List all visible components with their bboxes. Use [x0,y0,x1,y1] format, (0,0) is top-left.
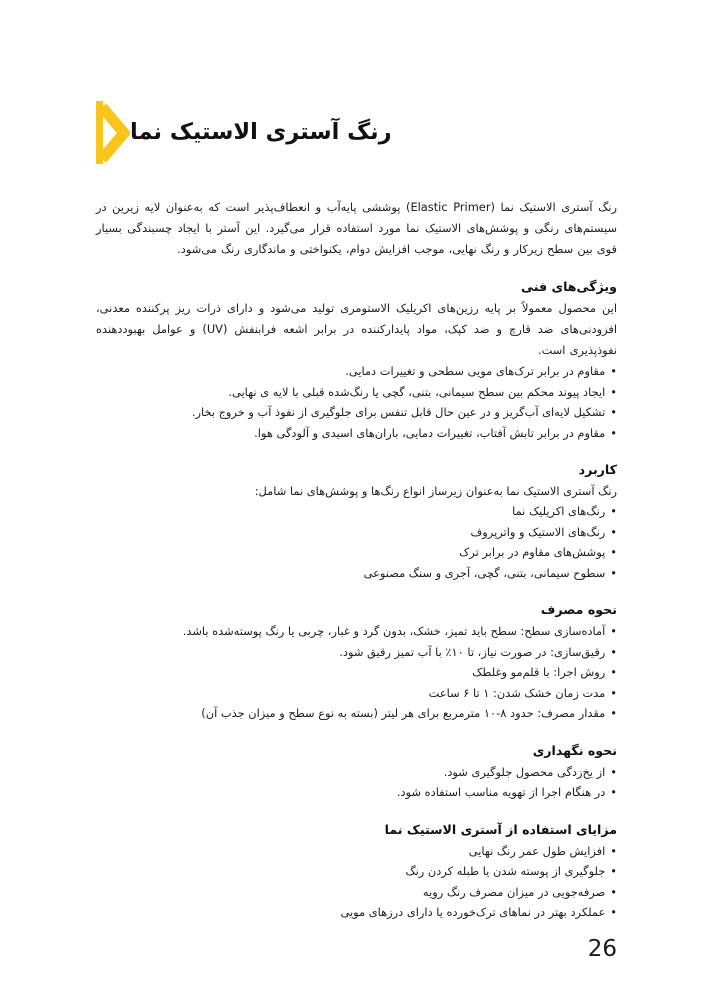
bullet-marker: • [610,843,617,858]
chevron-right-icon [96,103,130,163]
bullet-marker: • [610,364,617,378]
bullet-marker: • [610,864,617,878]
bullet-marker: • [610,384,617,399]
list-item-text: مقدار مصرف: حدود ۸-۱۰ مترمربع برای هر لیتر (بسته به نوع سطح و میزان جذب آن) [201,706,606,720]
list-item-text: تشکیل لایه‌ای آب‌گریز و در عین حال قابل تنفس برای جلوگیری از نفوذ آب و خروج بخار. [191,405,606,419]
list-item [96,882,617,903]
bullet-marker: • [610,665,617,679]
list-item-text: رقیق‌سازی: در صورت نیاز، تا ۱۰٪ با آب تمیز رقیق شود. [339,644,606,659]
list-item [96,662,617,683]
section-heading: ویژگی‌های فنی [521,279,617,294]
list-item-text: رنگ‌های اکریلیک نما [512,504,606,518]
section-bullet-list [96,841,617,923]
section-usage [96,600,617,724]
list-item-text: مقاوم در برابر ترک‌های مویی سطحی و تغییرات دمایی. [345,364,606,378]
page-title: رنگ آستری الاستیک نما [130,119,392,146]
list-item-text: ایجاد پیوند محکم بین سطح سیمانی، بتنی، گچی یا رنگ‌شده قبلی با لایه ی نهایی. [228,384,606,399]
list-item-text: مدت زمان خشک شدن: ۱ تا ۶ ساعت [428,685,606,700]
page-number: 26 [587,936,617,962]
section-heading: نحوه نگهداری [532,742,617,758]
list-item-text: سطوح سیمانی، بتنی، گچی، آجری و سنگ مصنوعی [363,565,606,580]
list-item-text: در هنگام اجرا از تهویه مناسب استفاده شود. [396,785,606,799]
list-item [96,542,617,563]
bullet-marker: • [610,504,617,518]
list-item-text: پوشش‌های مقاوم در برابر ترک [459,545,606,559]
list-item [96,683,617,704]
section-heading: نحوه مصرف [540,602,617,617]
bullet-marker: • [610,905,617,919]
list-item-text: عملکرد بهتر در نماهای ترک‌خورده یا دارای درزهای مویی [340,905,606,919]
bullet-marker: • [610,405,617,419]
section-storage [96,741,617,803]
section-lead: رنگ آستری الاستیک نما به‌عنوان زیرساز انواع رنگ‌ها و پوشش‌های نما شامل: [254,484,617,498]
list-item [96,501,617,522]
section-technical-features [96,277,617,443]
list-item-text: صرفه‌جویی در میزان مصرف رنگ رویه [422,884,606,899]
list-item-text: آماده‌سازی سطح: سطح باید تمیز، خشک، بدون گرد و غبار، چربی یا رنگ پوسته‌شده باشد. [182,624,606,638]
bullet-marker: • [610,884,617,899]
section-application [96,460,617,583]
list-item [96,402,617,423]
list-item-text: روش اجرا: با قلم‌مو وغلطک [472,665,606,679]
list-item [96,782,617,803]
bullet-marker: • [610,524,617,539]
list-item [96,522,617,543]
bullet-marker: • [610,764,617,779]
section-heading: کاربرد [578,462,617,477]
list-item [96,423,617,444]
list-item [96,762,617,783]
section-bullet-list [96,361,617,443]
bullet-marker: • [610,706,617,720]
document-body [96,197,617,923]
bullet-marker: • [610,545,617,559]
bullet-marker: • [610,685,617,700]
section-lead: این محصول معمولاً بر پایه رزین‌های اکریلیک الاستومری تولید می‌شود و دارای ذرات ریز پرکننده معدنی، افزودنی‌های ضد قارچ و ضد کپک، مواد پایدارکننده در برابر اشعه فرابنفش (UV) و عوامل بهبوددهنده نفوذپذیری است. [96,301,617,357]
section-bullet-list [96,501,617,583]
bullet-marker: • [610,624,617,638]
section-bullet-list [96,621,617,724]
list-item [96,902,617,923]
section-benefits [96,820,617,923]
intro-paragraph: رنگ آستری الاستیک نما (Elastic Primer) پوششی پایه‌آب و انعطاف‌پذیر است که به‌عنوان لایه زیرین در سیستم‌های رنگی و پوشش‌های الاستیک نما مورد استفاده قرار می‌گیرد. این آستر با ایجاد چسبندگی بسیار قوی بین سطح زیرکار و رنگ نهایی، موجب افزایش دوام، یکنواختی و ماندگاری رنگ می‌شود. [96,200,618,256]
list-item [96,861,617,882]
bullet-marker: • [610,644,617,659]
list-item [96,642,617,663]
section-bullet-list [96,762,617,803]
list-item [96,563,617,584]
page-title-block [96,99,617,167]
list-item [96,361,617,382]
bullet-marker: • [610,565,617,580]
list-item [96,621,617,642]
list-item [96,841,617,862]
list-item-text: افزایش طول عمر رنگ نهایی [468,843,606,858]
list-item-text: از یخ‌زدگی محصول جلوگیری شود. [443,764,606,779]
list-item [96,382,617,403]
list-item-text: رنگ‌های الاستیک و واترپروف [470,524,606,539]
list-item-text: جلوگیری از پوسته شدن یا طبله کردن رنگ [405,864,606,878]
bullet-marker: • [610,425,617,440]
section-heading: مزایای استفاده از آستری الاستیک نما [384,821,617,837]
list-item-text: مقاوم در برابر تابش آفتاب، تغییرات دمایی، باران‌های اسیدی و آلودگی هوا. [254,425,606,440]
list-item [96,703,617,724]
bullet-marker: • [610,785,617,799]
